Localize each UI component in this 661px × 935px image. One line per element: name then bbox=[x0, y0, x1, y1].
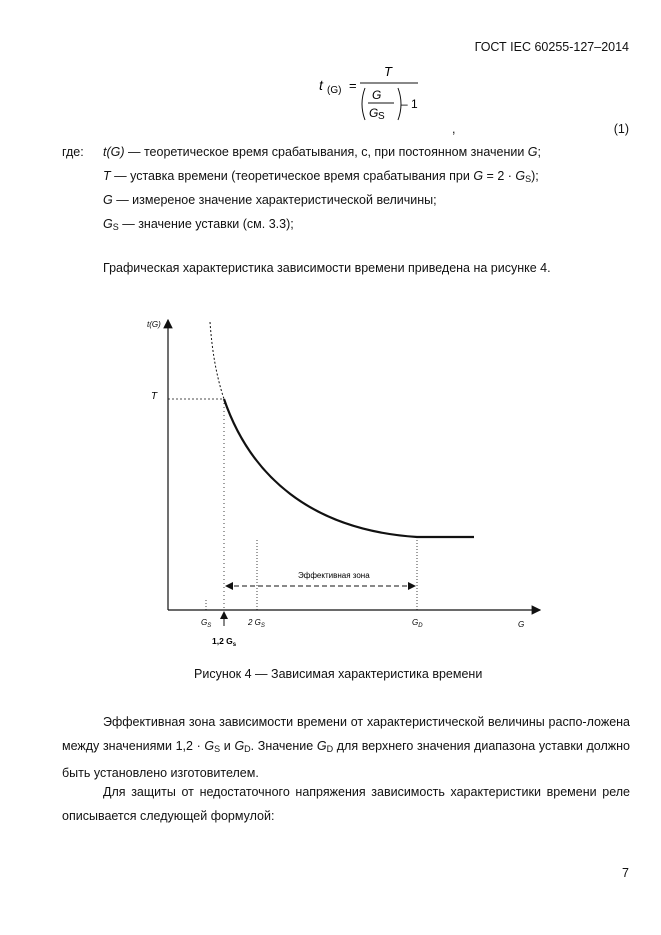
definition-t-eq: = 2 · bbox=[483, 169, 516, 183]
paragraph-effective-zone-part-c: . Значение bbox=[250, 739, 317, 753]
page-number: 7 bbox=[622, 866, 629, 880]
definition-g bbox=[103, 193, 437, 207]
formula-1 bbox=[315, 62, 435, 132]
formula-minus-one: – 1 bbox=[401, 97, 418, 111]
definition-gs-symbol: G bbox=[103, 217, 113, 231]
definition-t-g: G bbox=[473, 169, 484, 183]
x-tick-2gs: 2 $G_S$ bbox=[248, 618, 265, 629]
figure-intro-text: Графическая характеристика зависимости времени приведена на рисунке 4. bbox=[103, 261, 551, 275]
formula-comma: , bbox=[452, 122, 456, 136]
definition-gs-text: — значение уставки (см. 3.3); bbox=[118, 217, 294, 231]
standard-header: ГОСТ IEC 60255-127–2014 bbox=[474, 40, 629, 54]
definition-t-end: ); bbox=[531, 169, 539, 183]
definition-t-of-g-text: — теоретическое время срабатывания, с, при постоянном значении bbox=[124, 145, 528, 159]
paragraph-effective-zone-part-d: для верхнего значения диапазона уставки должно быть установлено изготовителем. bbox=[62, 739, 630, 780]
paragraph-g2: G bbox=[234, 739, 245, 753]
curve-dotted-part bbox=[210, 322, 224, 399]
effective-zone-label: Эффективная зона bbox=[298, 571, 370, 580]
formula-inner-den: G bbox=[369, 106, 379, 120]
paragraph-undervoltage: Для защиты от недостаточного напряжения зависимость характеристики времени реле описывается следующей формулой: bbox=[62, 785, 630, 823]
definition-t-text: — уставка времени (теоретическое время срабатывания при bbox=[110, 169, 474, 183]
definition-t-gs: G bbox=[515, 169, 526, 183]
formula-numerator: T bbox=[384, 64, 392, 79]
paragraph-effective-zone-part-a: Эффективная зона зависимости времени от характеристической величины распо-ложена между значениями 1,2 · bbox=[62, 715, 630, 753]
definition-t-symbol: T bbox=[103, 169, 111, 183]
definition-gs-sub: S bbox=[112, 222, 119, 232]
definition-where: где: bbox=[62, 145, 84, 159]
paragraph-s2: D bbox=[244, 744, 251, 754]
paragraph-s3: D bbox=[326, 744, 334, 754]
formula-lhs: t bbox=[319, 77, 323, 93]
definition-t-of-g-end: G bbox=[527, 145, 538, 159]
formula-lhs-arg: (G) bbox=[327, 85, 342, 96]
x-tick-gs: $G_S$ bbox=[201, 618, 212, 629]
formula-left-paren bbox=[362, 88, 365, 120]
paragraph-s1: S bbox=[214, 744, 221, 754]
marker-1-2-gs-label: 1,2 $G_s$ bbox=[212, 636, 237, 648]
x-tick-gd: $G_D$ bbox=[412, 618, 423, 629]
formula-equals: = bbox=[349, 78, 357, 93]
paragraph-effective-zone bbox=[62, 710, 630, 785]
formula-inner-num: G bbox=[372, 88, 382, 102]
x-axis-label: G bbox=[518, 620, 525, 629]
definition-g-symbol: G bbox=[103, 193, 113, 207]
definition-t bbox=[103, 169, 539, 184]
definition-gs bbox=[103, 217, 294, 232]
paragraph-g3: G bbox=[316, 739, 327, 753]
characteristic-curve bbox=[224, 399, 474, 537]
figure-caption: Рисунок 4 — Зависимая характеристика времени bbox=[194, 667, 483, 681]
definition-t-of-g bbox=[103, 145, 541, 159]
formula-number: (1) bbox=[613, 122, 629, 136]
definition-t-of-g-symbol: t(G) bbox=[103, 145, 125, 159]
figure-4-chart bbox=[140, 310, 560, 655]
definition-t-of-g-semicolon: ; bbox=[537, 145, 542, 159]
paragraph-g1: G bbox=[204, 739, 215, 753]
t-axis-label: T bbox=[151, 391, 158, 402]
paragraph-effective-zone-part-b: и bbox=[220, 739, 235, 753]
formula-inner-den-sub: S bbox=[378, 111, 385, 122]
y-axis-label: t(G) bbox=[147, 320, 161, 329]
definition-t-gs-sub: S bbox=[525, 174, 532, 184]
definition-g-text: — измереное значение характеристической величины; bbox=[112, 193, 437, 207]
